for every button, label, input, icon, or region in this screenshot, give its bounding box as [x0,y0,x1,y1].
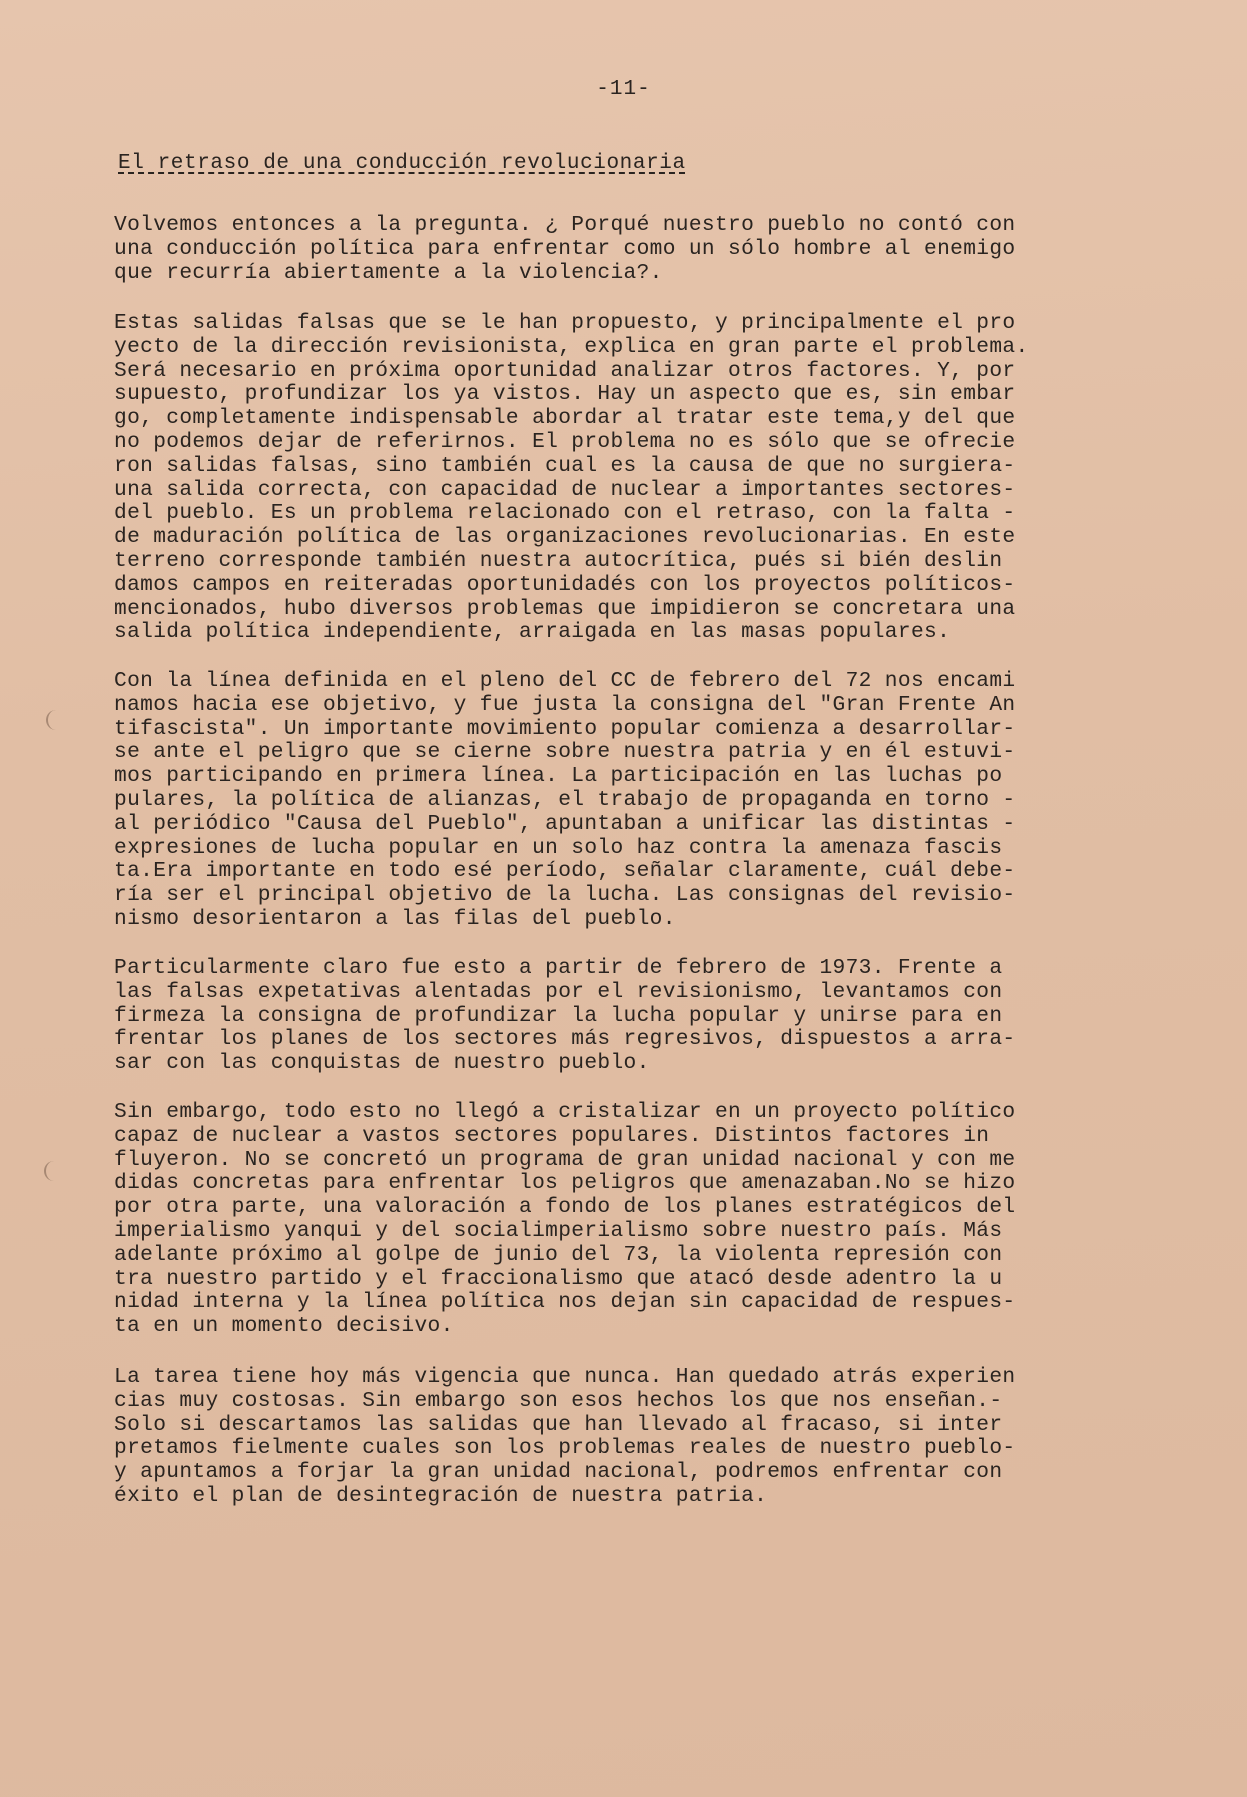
text-line: adelante próximo al golpe de junio del 73, la violenta represión con [114,1242,1003,1267]
text-line: Estas salidas falsas que se le han propuesto, y principalmente el pro [114,311,1016,335]
text-line: se ante el peligro que se cierne sobre nuestra patria y en él estuvi- [114,740,1016,765]
text-line: expresiones de lucha popular en un solo haz contra la amenaza fascis [114,835,1003,860]
text-line: tifascista". Un importante movimiento popular comienza a desarrollar- [114,716,1016,741]
text-line: ta.Era importante en todo esé período, señalar claramente, cuál debe- [114,859,1016,884]
text-line: Particularmente claro fue esto a partir de febrero de 1973. Frente a [114,956,1003,980]
text-line: firmeza la consigna de profundizar la lucha popular y unirse para en [114,1003,1003,1028]
paragraph-6 [114,1366,1134,1509]
text-line: por otra parte, una valoración a fondo de los planes estratégicos del [114,1195,1016,1220]
text-line: sar con las conquistas de nuestro pueblo. [114,1051,650,1076]
section-heading: El retraso de una conducción revolucionaria [118,152,686,175]
text-line: una conducción política para enfrentar como un sólo hombre al enemigo [114,236,1016,261]
paragraph-2 [114,312,1134,645]
text-line: éxito el plan de desintegración de nuestra patria. [114,1483,768,1508]
text-line: ta en un momento decisivo. [114,1314,454,1339]
text-line: capaz de nuclear a vastos sectores populares. Distintos factores in [114,1123,990,1148]
text-line: pretamos fielmente cuales son los problemas reales de nuestro pueblo- [114,1436,1016,1461]
text-line: Volvemos entonces a la pregunta. ¿ Porqué nuestro pueblo no contó con [114,213,1016,237]
text-line: una salida correcta, con capacidad de nuclear a importantes sectores- [114,477,1016,502]
text-line: Con la línea definida en el pleno del CC de febrero del 72 nos encami [114,669,1016,693]
paragraph-3 [114,670,1134,932]
text-line: nismo desorientaron a las filas del pueblo. [114,906,676,931]
text-line: y apuntamos a forjar la gran unidad nacional, podremos enfrentar con [114,1460,1003,1485]
text-line: las falsas expetativas alentadas por el revisionismo, levantamos con [114,979,1003,1004]
text-line: que recurría abiertamente a la violencia?. [114,260,663,285]
punch-hole-mark [44,1161,64,1181]
text-line: frentar los planes de los sectores más regresivos, dispuestos a arra- [114,1027,1016,1052]
text-line: yecto de la dirección revisionista, explica en gran parte el problema. [114,334,1029,359]
text-line: mencionados, hubo diversos problemas que impidieron se concretara una [114,596,1016,621]
text-line: mos participando en primera línea. La participación en las luchas po [114,764,1003,789]
paragraph-5 [114,1101,1134,1339]
text-line: imperialismo yanqui y del socialimperialismo sobre nuestro país. Más [114,1218,1003,1243]
text-line: damos campos en reiteradas oportunidadés con los proyectos políticos- [114,572,1016,597]
text-line: La tarea tiene hoy más vigencia que nunca. Han quedado atrás experien [114,1365,1016,1389]
punch-hole-mark [46,710,66,730]
text-line: Solo si descartamos las salidas que han llevado al fracaso, si inter [114,1412,1003,1437]
paragraph-1 [114,214,1134,285]
page-number: -11- [596,78,651,101]
text-line: pulares, la política de alianzas, el trabajo de propaganda en torno - [114,787,1016,812]
text-line: go, completamente indispensable abordar al tratar este tema,y del que [114,406,1016,431]
paragraph-4 [114,957,1134,1076]
text-line: de maduración política de las organizaciones revolucionarias. En este [114,525,1016,550]
text-line: no podemos dejar de referirnos. El problema no es sólo que se ofrecie [114,429,1016,454]
text-line: al periódico "Causa del Pueblo", apuntaban a unificar las distintas - [114,811,1016,836]
text-line: terreno corresponde también nuestra autocrítica, pués si bién deslin [114,548,1003,573]
text-line: didas concretas para enfrentar los peligros que amenazaban.No se hizo [114,1171,1016,1196]
text-line: del pueblo. Es un problema relacionado con el retraso, con la falta - [114,501,1016,526]
text-line: salida política independiente, arraigada en las masas populares. [114,620,951,645]
text-line: Será necesario en próxima oportunidad analizar otros factores. Y, por [114,358,1016,383]
text-line: Sin embargo, todo esto no llegó a cristalizar en un proyecto político [114,1100,1016,1124]
text-line: ría ser el principal objetivo de la lucha. Las consignas del revisio- [114,883,1016,908]
text-line: ron salidas falsas, sino también cual es la causa de que no surgiera- [114,453,1016,478]
text-line: fluyeron. No se concretó un programa de gran unidad nacional y con me [114,1147,1016,1172]
text-line: namos hacia ese objetivo, y fue justa la consigna del "Gran Frente An [114,692,1016,717]
text-line: tra nuestro partido y el fraccionalismo que atacó desde adentro la u [114,1266,1003,1291]
text-line: supuesto, profundizar los ya vistos. Hay un aspecto que es, sin embar [114,382,1016,407]
text-line: nidad interna y la línea política nos dejan sin capacidad de respues- [114,1290,1016,1315]
text-line: cias muy costosas. Sin embargo son esos hechos los que nos enseñan.- [114,1388,1003,1413]
